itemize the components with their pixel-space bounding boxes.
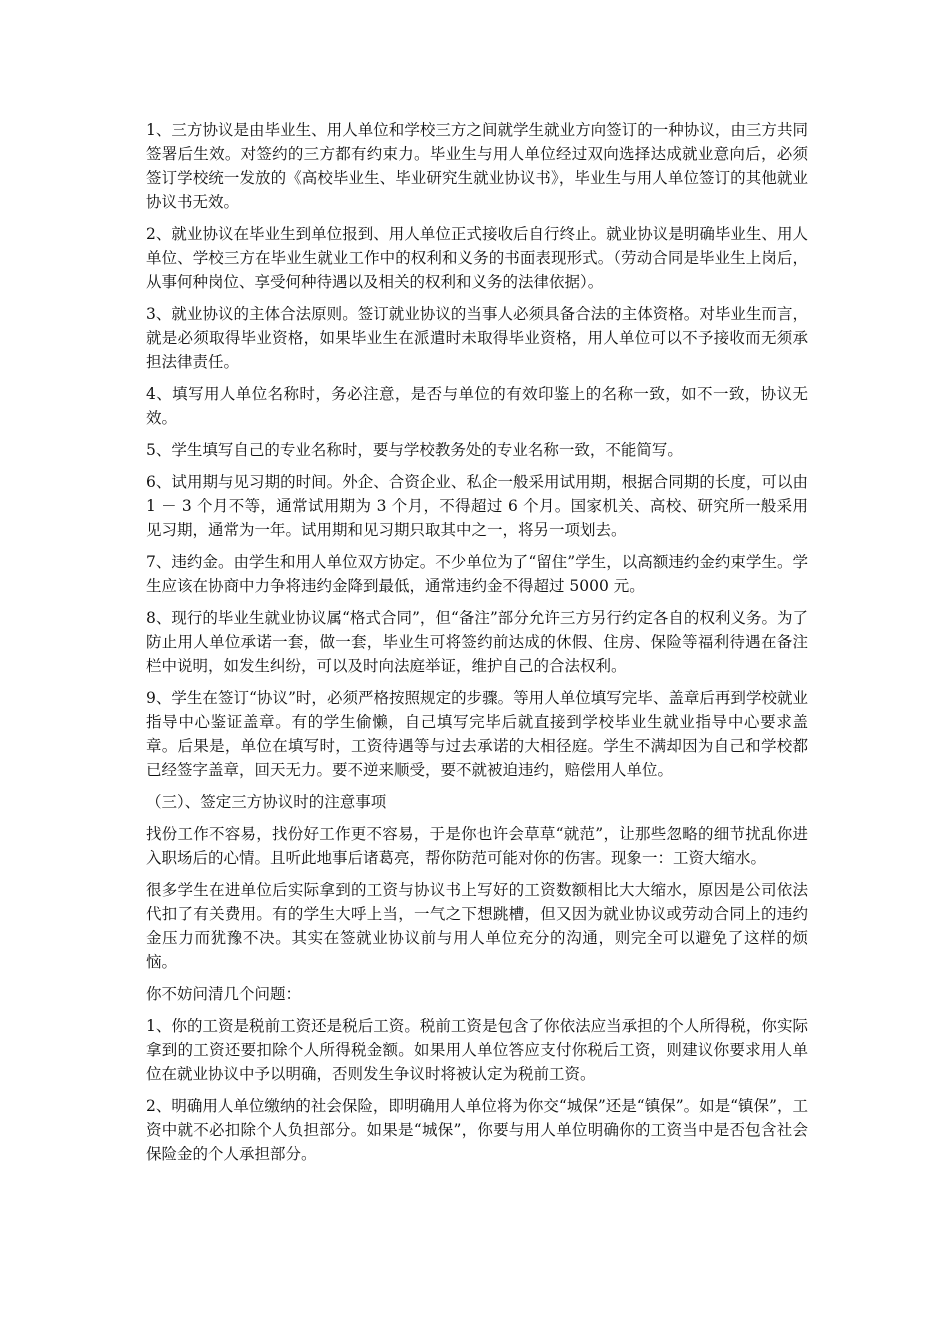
section-heading: （三）、签定三方协议时的注意事项: [146, 793, 387, 811]
paragraph-question-1: 1、你的工资是税前工资还是税后工资。税前工资是包含了你依法应当承担的个人所得税，你实际拿到的工资还要扣除个人所得税金额。如果用人单位答应支付你税后工资，则建议你要求用人单位在就业协议中予以明确，否则发生争议时将被认定为税前工资。: [146, 1017, 808, 1083]
paragraph-questions-lead: 你不妨问清几个问题：: [146, 985, 302, 1003]
paragraph-4: 4、填写用人单位名称时，务必注意，是否与单位的有效印鉴上的名称一致，如不一致，协议无效。: [146, 385, 808, 427]
paragraph-9: 9、学生在签订“协议”时，必须严格按照规定的步骤。等用人单位填写完毕、盖章后再到学校就业指导中心鉴证盖章。有的学生偷懒，自己填写完毕后就直接到学校毕业生就业指导中心要求盖章。后果是，单位在填写时，工资待遇等与过去承诺的大相径庭。学生不满却因为自己和学校都已经签字盖章，回天无力。要不逆来顺受，要不就被迫违约，赔偿用人单位。: [146, 689, 808, 779]
paragraph-2: 2、就业协议在毕业生到单位报到、用人单位正式接收后自行终止。就业协议是明确毕业生、用人单位、学校三方在毕业生就业工作中的权利和义务的书面表现形式。（劳动合同是毕业生上岗后，从事何种岗位、享受何种待遇以及相关的权利和义务的法律依据）。: [146, 225, 808, 291]
document-body: [146, 118, 808, 1174]
paragraph-8: 8、现行的毕业生就业协议属“格式合同”，但“备注”部分允许三方另行约定各自的权利义务。为了防止用人单位承诺一套，做一套，毕业生可将签约前达成的休假、住房、保险等福利待遇在备注栏中说明，如发生纠纷，可以及时向法庭举证，维护自己的合法权利。: [146, 609, 808, 675]
paragraph-question-2: 2、明确用人单位缴纳的社会保险，即明确用人单位将为你交“城保”还是“镇保”。如是“镇保”，工资中就不必扣除个人负担部分。如果是“城保”，你要与用人单位明确你的工资当中是否包含社会保险金的个人承担部分。: [146, 1097, 808, 1163]
paragraph-7: 7、违约金。由学生和用人单位双方协定。不少单位为了“留住”学生，以高额违约金约束学生。学生应该在协商中力争将违约金降到最低，通常违约金不得超过 5000 元。: [146, 553, 808, 595]
paragraph-5: 5、学生填写自己的专业名称时，要与学校教务处的专业名称一致，不能简写。: [146, 441, 683, 459]
paragraph-salary-shrink: 很多学生在进单位后实际拿到的工资与协议书上写好的工资数额相比大大缩水，原因是公司依法代扣了有关费用。有的学生大呼上当，一气之下想跳槽，但又因为就业协议或劳动合同上的违约金压力而犹豫不决。其实在签就业协议前与用人单位充分的沟通，则完全可以避免了这样的烦恼。: [146, 881, 808, 971]
paragraph-3: 3、就业协议的主体合法原则。签订就业协议的当事人必须具备合法的主体资格。对毕业生而言，就是必须取得毕业资格，如果毕业生在派遣时未取得毕业资格，用人单位可以不予接收而无须承担法律责任。: [146, 305, 808, 371]
paragraph-intro: 找份工作不容易，找份好工作更不容易，于是你也许会草草“就范”，让那些忽略的细节扰乱你进入职场后的心情。且听此地事后诸葛亮，帮你防范可能对你的伤害。现象一：工资大缩水。: [146, 825, 808, 867]
paragraph-6: 6、试用期与见习期的时间。外企、合资企业、私企一般采用试用期，根据合同期的长度，可以由 1 － 3 个月不等，通常试用期为 3 个月，不得超过 6 个月。国家机关、高校、研究所一般采用见习期，通常为一年。试用期和见习期只取其中之一，将另一项划去。: [146, 473, 808, 539]
paragraph-1: 1、三方协议是由毕业生、用人单位和学校三方之间就学生就业方向签订的一种协议，由三方共同签署后生效。对签约的三方都有约束力。毕业生与用人单位经过双向选择达成就业意向后，必须签订学校统一发放的《高校毕业生、毕业研究生就业协议书》，毕业生与用人单位签订的其他就业协议书无效。: [146, 121, 808, 211]
